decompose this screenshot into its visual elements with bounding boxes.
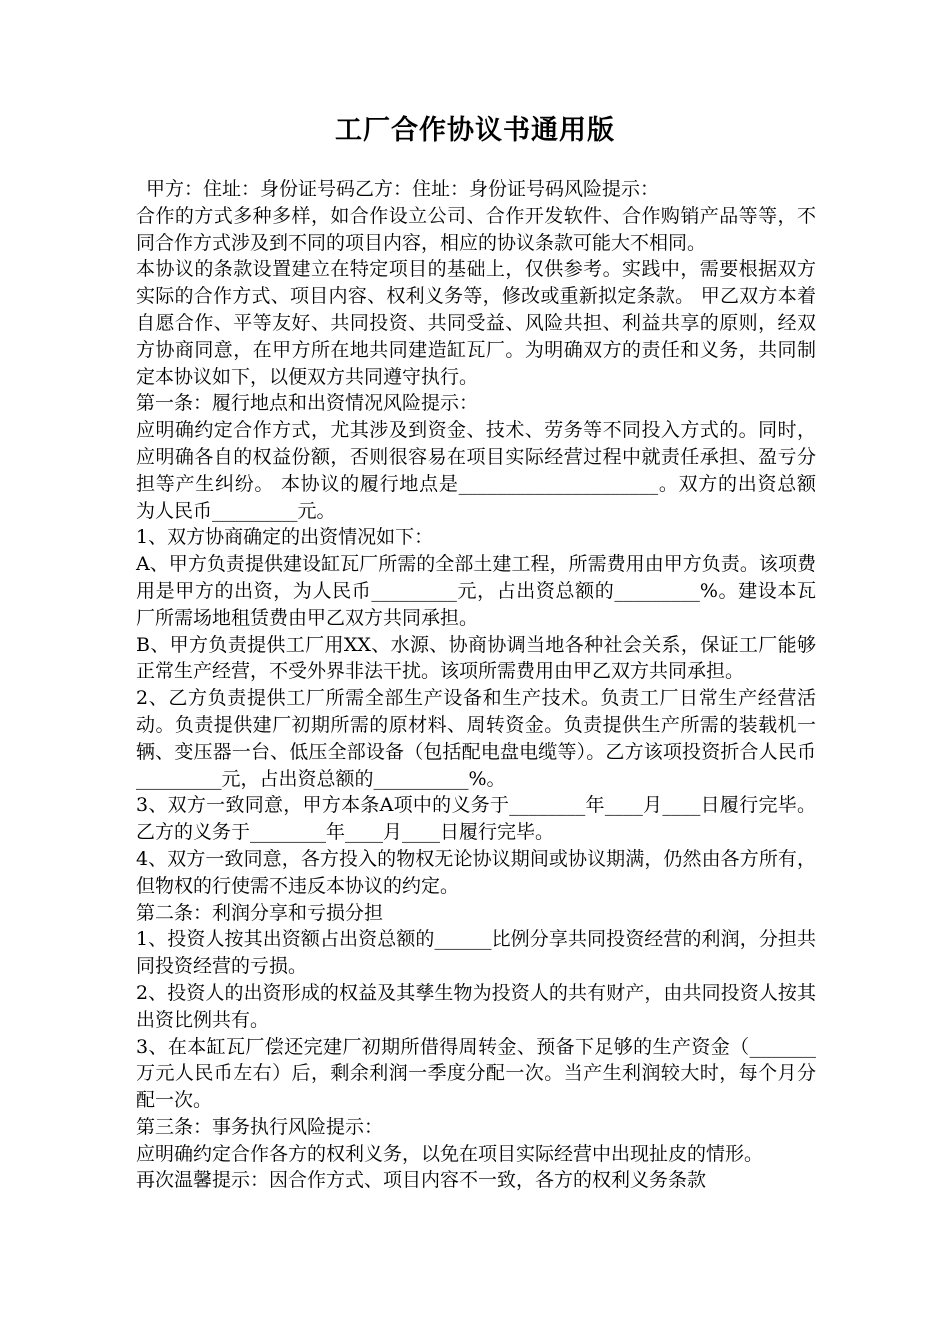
heading-article-2: 第二条：利润分享和亏损分担 [136, 901, 384, 924]
clause-1-3: 3、双方一致同意，甲方本条A项中的义务于________年____月____日履行完毕。乙方的义务于________年____月____日履行完毕。 [136, 794, 816, 844]
heading-article-1: 第一条：履行地点和出资情况风险提示： [136, 392, 479, 415]
paragraph-article-3-notice: 应明确约定合作各方的权利义务，以免在项目实际经营中出现扯皮的情形。 [136, 1142, 764, 1165]
paragraph-preamble: 本协议的条款设置建立在特定项目的基础上，仅供参考。实践中，需要根据双方实际的合作方式、项目内容、权利义务等，修改或重新拟定条款。 甲乙双方本着自愿合作、平等友好、共同投资、共同受益、风险共担、利益共享的原则，经双方协商同意，在甲方所在地共同建造缸瓦厂。为明确双方的责任和义务，共同制定本协议如下，以便双方共同遵守执行。 [136, 258, 816, 388]
clause-1-1-a: A、甲方负责提供建设缸瓦厂所需的全部土建工程，所需费用由甲方负责。该项费用是甲方的出资，为人民币_________元，占出资总额的_________%。建设本瓦厂所需场地租赁费由甲乙双方共同承担。 [136, 553, 816, 629]
document-title: 工厂合作协议书通用版 [335, 115, 615, 146]
heading-article-3: 第三条：事务执行风险提示： [136, 1115, 384, 1138]
paragraph-parties: 甲方：住址：身份证号码乙方：住址：身份证号码风险提示： [146, 178, 660, 200]
clause-1-4: 4、双方一致同意，各方投入的物权无论协议期间或协议期满，仍然由各方所有，但物权的行使需不违反本协议的约定。 [136, 847, 816, 897]
document-body [136, 176, 816, 1194]
clause-1-1-b: B、甲方负责提供工厂用XX、水源、协商协调当地各种社会关系，保证工厂能够正常生产经营，不受外界非法干扰。该项所需费用由甲乙双方共同承担。 [136, 633, 816, 683]
paragraph-article-1-notice: 应明确约定合作方式，尤其涉及到资金、技术、劳务等不同投入方式的。同时，应明确各自的权益份额，否则很容易在项目实际经营过程中就责任承担、盈亏分担等产生纠纷。 本协议的履行地点是_____________________。双方的出资总额为人民币_________元。 [136, 419, 816, 522]
clause-2-1: 1、投资人按其出资额占出资总额的______比例分享共同投资经营的利润，分担共同投资经营的亏损。 [136, 928, 816, 978]
clause-1-1: 1、双方协商确定的出资情况如下： [136, 526, 434, 549]
paragraph-final-reminder: 再次温馨提示：因合作方式、项目内容不一致，各方的权利义务条款 [136, 1169, 707, 1192]
paragraph-cooperation-methods: 合作的方式多种多样，如合作设立公司、合作开发软件、合作购销产品等等，不同合作方式涉及到不同的项目内容，相应的协议条款可能大不相同。 [136, 204, 816, 254]
clause-1-2: 2、乙方负责提供工厂所需全部生产设备和生产技术。负责工厂日常生产经营活动。负责提供建厂初期所需的原材料、周转资金。负责提供生产所需的装载机一辆、变压器一台、低压全部设备（包括配电盘电缆等）。乙方该项投资折合人民币_________元，占出资总额的__________%。 [136, 687, 816, 790]
clause-2-2: 2、投资人的出资形成的权益及其孳生物为投资人的共有财产，由共同投资人按其出资比例共有。 [136, 981, 816, 1031]
clause-2-3: 3、在本缸瓦厂偿还完建厂初期所借得周转金、预备下足够的生产资金（_______万元人民币左右）后，剩余利润一季度分配一次。当产生利润较大时，每个月分配一次。 [136, 1035, 816, 1112]
